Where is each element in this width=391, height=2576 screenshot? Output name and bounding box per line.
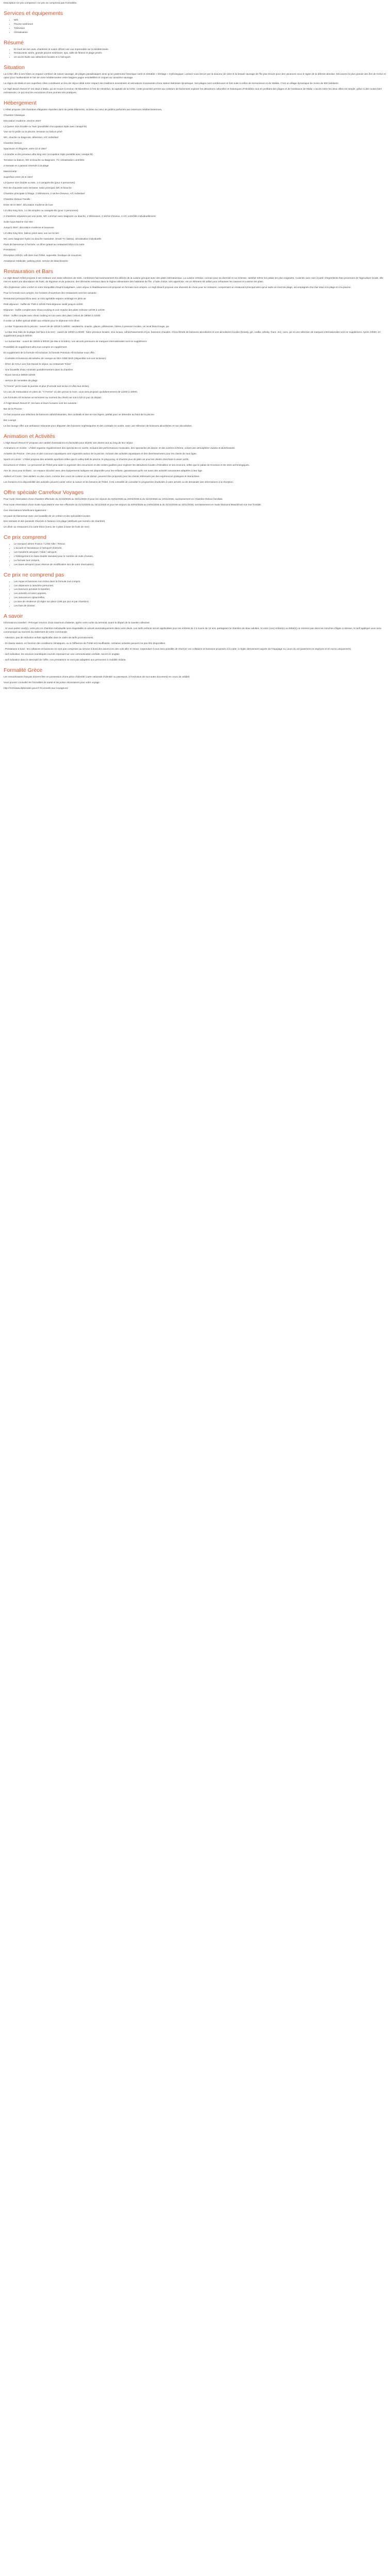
paragraph: - Si vous partez seul(s), votre prix en chambre individuelle sera réajustable et calculé automatiquement dans votre devis. Les tarifs enfants seront applicables pour les enfants de 2 à moins de 12 ans, partageant la chambre de deux adultes. Si votre (vos) enfant(s) ou bébé(s) ne rentrent pas dans les tranches d'âges ci-dessus, le tarif appliqué vous sera communiqué au moment du traitement de votre commande.	[4, 626, 381, 633]
section-title: Résumé	[4, 39, 24, 46]
paragraph: Ce bar propose une sélection de boissons rafraîchissantes, des cocktails et des en-cas légers, parfait pour se détendre au bord de la piscine.	[4, 413, 155, 416]
paragraph: Ateliers et Cours : Des ateliers ou des cours, comme des cours de cuisine ou de danse, peuvent être proposés pour les clients intéressés par des expériences pratiques et interactives.	[4, 474, 200, 478]
intro-tabs-text: Description Ce prix comprend / Ce prix ne comprend pas Formalités	[4, 2, 77, 4]
list-item: • En bord de mer avec chambres et suites offrant une vue imprenable sur la Méditerranée.	[14, 48, 387, 52]
section-title: Formalité Grèce	[4, 667, 43, 674]
paragraph: Pour toute réservation d'une chambre effectuée du 21/10/2025 au 16/11/2025 et pour les séjours du 02/04/2026 au 24/04/2026 & du 31/10/2026 au 10/11/2026, surclassement en Chambre Deluxe familiale.	[4, 497, 223, 500]
paragraph: Les horaires et la disponibilité des activités peuvent varier selon la saison et les besoins de l'hôtel. Il est conseillé de consulter le programme d'activités à votre arrivée ou de demander des informations à la réception.	[4, 480, 234, 483]
section-title: Ce prix ne comprend pas	[4, 571, 64, 578]
paragraph: Les ressortissants français doivent être en possession d'une pièce d'identité (carte nationale d'identité ou passeport, à l'exclusion de tout autre document) en cours de validité.	[4, 675, 190, 679]
section	[4, 613, 387, 662]
paragraph: - Le Bar Sea Side de la plage (sel face à la mer) : ouvert de 10h00 à 23h00 : bière pression locales, vins locaux, rafraîchissements et jus, boissons chaudes. Choix illimité de boissons alcoolisées et non alcoolisées locales (brandy, gin, vodka, whisky, rhum, vin), ouzo, jus et une sélection de marques internationales sont en supplément. Après 23h00, en supplément jusqu'à 00h30.	[4, 331, 381, 337]
section	[4, 572, 387, 608]
paragraph: http://XXXwww.diplomatie.gouv.fr fr/conseils-aux-voyageurs/	[4, 687, 68, 690]
paragraph: Jusqu'à 30m², décoration moderne et luxueuse	[4, 226, 54, 229]
paragraph: Pour la formule tout compris, les horaires d'ouverture des restaurants sont les suivants :	[4, 291, 98, 294]
list-item: • Restaurants variés, grande piscine extérieure, spa, salle de fitness et plage privée.	[14, 52, 387, 55]
section-title: Hébergement	[4, 99, 37, 106]
section-title: Services et équipements	[4, 10, 63, 16]
paragraph: Maisonnette :	[4, 170, 19, 173]
section	[4, 534, 387, 566]
paragraph: Déjeuner : buffet complet avec show cooking et coin snacks des plats Crétoise 12h30 à 14h30	[4, 308, 105, 311]
paragraph: - Attention, pas de réduction enfant applicable dans le cadre de tarifs promotionnels.	[4, 636, 94, 639]
section	[4, 667, 387, 690]
list-item: • Les transferts aéroport / hôtel / aéroport,	[14, 551, 387, 554]
paragraph: La Crète offre à ses hôtes un espace combiné de nature sauvage, de plages paradisiaques ainsi qu'un patrimoine historique varié et véritable « héritage » mythologique. Laissez-vous bercer par la douceur de vivre et la beauté sauvage de l'île plus Douze pour des vacances sous le signe de la détente absolue. Découvrez la plus grande des îles de Grèce et optez pour l'authenticité et l'art de vivre méditerranéen entre baignes pages ensoleillées et criques au caractère sauvage.	[4, 73, 386, 79]
paragraph: Réception 24h/24, wifi dans tout l'hôtel, superette, boutique de souvenirs	[4, 254, 82, 257]
paragraph: Terrasse ou balcon, WC & Douche ou Baignoire, TV, climatisation contrôlée	[4, 158, 85, 161]
paragraph: L'High Beach Resort 5* propose une variété d'animations et d'activités pour divertir ses clients tout au long de leur séjour :	[4, 441, 135, 444]
paragraph: Lit Ultra King Size, 1-2 lits simples ou canapés-lits (pour 4 personnes)	[4, 209, 78, 212]
paragraph: 2 transats et 1 parasol réservés à la plage	[4, 164, 49, 167]
list-item: • Les dépenses à caractère personnel,	[14, 584, 387, 588]
section	[4, 100, 387, 263]
page	[0, 0, 391, 703]
paragraph: Les formules All Inclusive se terminent au moment du check-out soit à 11h le jour du départ	[4, 396, 102, 399]
paragraph: - wof indication, les services touristiques tournés reposant sur une communication verbale, secret en anglais	[4, 653, 120, 656]
section	[4, 10, 387, 35]
paragraph: - Une bouteille d'eau minérale quotidiennement dans la chambre	[4, 368, 73, 371]
paragraph: Lit Ultra King Size, balcon privé avec vue sur la mer	[4, 231, 59, 234]
paragraph: Des transats et des parasols réservés à l'avance à la plage (attribués par numéro de chambre)	[4, 520, 105, 523]
list-item: • L'hébergement en base double standard pour le nombre de nuits choisies,	[14, 555, 387, 558]
paragraph: À l'High Beach Resort 5*, les bars et leurs horaires sont les suivants :	[4, 402, 78, 404]
bullet-list	[4, 19, 387, 35]
paragraph: L'Hôtel propose 128 chambres élégantes réparties dans de petits bâtiments, nichées au cœur de jardins parfumés aux essences méditerranéennes.	[4, 108, 162, 111]
paragraph: Vue sur le jardin ou la piscine, terrasse ou balcon privé	[4, 130, 62, 133]
list-item: • Wifi	[14, 19, 387, 22]
paragraph: Pack de bienvenue à l'arrivée, un dîner gratuit au restaurant Eliza à la carte	[4, 243, 85, 246]
section-title: Offre spéciale Carrefour Voyages	[4, 489, 84, 496]
list-item: • Les assurances optionnelles,	[14, 596, 387, 600]
paragraph: Excursions et Visites : Le personnel de l'hôtel peut aider à organiser des excursions et des visites guidées pour explorer les attractions locales d'Héraklion et ses environs, telles que le palais de Knossos et les sites archéologiques.	[4, 464, 250, 467]
paragraph: Rez-de-chaussée avec terrasse, salon principal, WC et Douche	[4, 187, 72, 190]
paragraph: Dîner : buffet complet avec show cooking et coin avec des plats Crétois de 19h00 à 21h30	[4, 314, 101, 317]
paragraph: Le bar lounge offre une ambiance relaxante pour déguster des boissons sophistiquées et des cocktails en soirée, avec une sélection de boissons alcoolisées et non alcoolisées.	[4, 424, 192, 427]
list-item: • Les activités et loisirs payants,	[14, 592, 387, 596]
list-item: • La taxe de résidence (à régler sur place (15€ par jour et par chambre)	[14, 600, 387, 604]
section	[4, 489, 387, 529]
paragraph: Spacieuse et élégante, entre 22 et 28m²	[4, 147, 47, 150]
section	[4, 64, 387, 95]
list-item: • Le transport aérien France / Crète Aller / Retour,	[14, 543, 387, 546]
paragraph: WC avec baignoire hydro ou douche massante, Smart TV, bateau, climatisation individuelle	[4, 237, 102, 240]
paragraph: La région de Malia et ses superbes côtes constituent un lieu de séjour idéal entre respect des traditions ancestrales et animations incessantes d'une station balnéaire dynamique. Ses plages sont nombreuses et font suite à celles de Hersonissos et de Stalida. C'est un village dynamique de moins de 650 habitants.	[4, 82, 339, 85]
paragraph: Chambre Deluxe :	[4, 142, 23, 145]
paragraph: Suite Aqua Marine Vue Mer :	[4, 220, 35, 223]
paragraph: Superficie entre 26 et 33m²	[4, 175, 33, 178]
list-item: • Les repas et boissons non inclus dans la formule tout compris,	[14, 580, 387, 584]
paragraph: - En basse saison, en fonction des conditions climatiques, ou si l'affluence de l'hôtel est insuffisante, certaines activités peuvent ne pas être disponibles.	[4, 641, 166, 645]
paragraph: Chambre Deluxe Famille :	[4, 198, 32, 201]
paragraph: Le High Beach Hôtel propose à ses visiteurs une vaste sélection de mets, combinant harmonieusement les délices de la cuisine grecque avec des plats internationaux. La cuisine crétoise, connue pour sa diversité et sa richesse, satisfait même les palais les plus exigeants. Cuisinée avec soin à partir d'ingrédients frais provenant de l'agriculture locale, elle met en avant une abondance de fruits, de légumes et de poissons, des éléments centraux dans le régime alimentaire des habitants de l'île. L'huile d'olive, très appréciée, est un élément clé utilisé pour rehausser les saveurs et cuisiner les plats.	[4, 277, 384, 283]
paragraph: Ces réservations bénéficient également :	[4, 509, 47, 512]
section-title: Situation	[4, 64, 25, 71]
paragraph: Vous pouvez consulter les formalités de santé et de police nécessaires pour votre voyage :	[4, 681, 101, 684]
paragraph: 2 chambres séparées par une porte, WC commun avec baignoire ou douche, 2 télévisions, 2 sèche-cheveux, 2 A/C contrôlés individuellement	[4, 215, 156, 217]
paragraph: Afin d'optimiser votre confort et votre tranquillité d'esprit budgétaire, votre séjour à l'établissement est proposé en formule tout compris. Le High Beach propose une diversité de choix pour se restaurer, comprenant un restaurant principal ainsi qu'un autre en bord de plage, accompagnés d'un bar situé à la plage et à la piscine.	[4, 285, 351, 289]
section	[4, 268, 387, 428]
paragraph: Lit Queen Size Double ou Twin (possibilité d'occupation triple avec canapé-lit)	[4, 125, 87, 128]
paragraph: Prestations :	[4, 248, 18, 251]
paragraph: Informations transfert : Prévoyez environ 1h15 maximum d'attente, après votre sortie du terminal, avant le départ de la navette collective.	[4, 621, 150, 624]
paragraph: - Prestations à bord : les collations et boissons ne sont pas comprises au service à bord des avions lors des vols aller et retour. Cependant il vous sera possible de réserver vos collations et boissons proposés à la carte, à régler directement auprès de l'équipage ou cours du vol (paiement en espèces et en euros uniquement).	[4, 647, 352, 650]
paragraph: - Service de serviettes de plage	[4, 379, 38, 382]
section	[4, 40, 387, 60]
paragraph: "V Ferme" pizze toute la journée et plus (Formule tout inclus et Ultra tout inclus).	[4, 385, 90, 388]
list-item: • Les boissons pendant le transfert,	[14, 588, 387, 591]
section-title: Ce prix comprend	[4, 534, 46, 541]
paragraph: Sports et Loisirs : L'hôtel propose des activités sportives telles que le volley-ball de piscine, le ping-pong, et d'autres jeux de plein air pour les clients cherchant à rester actifs.	[4, 458, 189, 461]
paragraph: Assistance médicale, parking privé, service de blanchisserie	[4, 260, 68, 263]
list-item: • Climatisation	[14, 31, 387, 35]
paragraph: Lit Queen size double ou twin, 1-2 canapés-lits (pour 4 personnes)	[4, 181, 75, 184]
paragraph: Restaurant principal Eliza avec un très agréable espace ombragé en plein air	[4, 297, 86, 300]
paragraph: Bar de la Piscine :	[4, 407, 23, 410]
list-item: • Les frais de dossier.	[14, 604, 387, 608]
paragraph: Un pack de bienvenue avec une bouteille de vin crétois et des spécialités locales	[4, 514, 90, 517]
paragraph: Activités de Piscine : Des jeux et des concours aquatiques sont organisés autour de la piscine, incluant des activités aquatiques et des divertissements pour les clients de tous âges.	[4, 452, 197, 455]
section-title: Animation et Activités	[4, 433, 55, 439]
bullet-list	[4, 48, 387, 60]
paragraph: Lit double ou lits jumeaux ultra king size (occupation triple possible avec canapé-lit)	[4, 153, 93, 156]
bullet-list	[4, 580, 387, 608]
list-item: • Un accès facile aux attractions locales et à l'aéroport.	[14, 56, 387, 59]
paragraph: - Cocktails et boissons alcoolisées de marque au SEA SIDE BAR (disponible noir-voir inclusion)	[4, 357, 106, 360]
paragraph: Possibilité de supplément ultra tout compris en supplément.	[4, 345, 68, 348]
paragraph: Chambre principale à l'étage, 2 télévisions, 2 sèche-cheveux, A/C individuel	[4, 192, 85, 195]
paragraph: Petit-déjeuner : buffet de 7h00 à 10h30 Petit-déjeuner tardif jusqu'à 11h00	[4, 302, 83, 306]
section-title: Restauration et Bars	[4, 268, 53, 275]
paragraph: - Le Bar Tropicana de la piscine : ouvert de de 10h30 à 18h00 : sandwichs, snacks, glaces, pâtisseries, bières à pression locales, vin local blanc/rouge, jus	[4, 325, 169, 328]
paragraph: Le High Beach Resort 5* est situé à Malia, qui se trouve à environ 35 kilomètres à l'est de Héraklion, la capitale de la Crète. Cette proximité permet aux visiteurs de facilement explorer les attractions culturelles et historiques d'Héraklion tout en profitant des plages et de l'ambiance de Malia. L'accès entre les deux villes est simple, grâce à des routes bien entretenues, ce qui rend les excursions d'une journée très pratiques.	[4, 87, 382, 94]
paragraph: - Room Service 08h00-22h00	[4, 374, 36, 377]
list-item: • Télévision	[14, 27, 387, 30]
paragraph: - Dîner de GALA une fois Durant le séjour, au restaurant "Eliza"	[4, 362, 72, 365]
paragraph: Entre 30 et 38m², décoration moderne de luxe	[4, 204, 53, 207]
list-item: • Piscine extérieure	[14, 23, 387, 26]
paragraph: Chambre Classique :	[4, 113, 26, 116]
paragraph: Un dîner au restaurant à la carte Eliza (menu de 3 plats à base de fruits de mer)	[4, 526, 89, 529]
paragraph: - wof indication dans le descriptif de l'offre, nos prestations ne sont pas adaptées aux personnes à mobilité réduite.	[4, 658, 126, 662]
list-item: • La formule tout compris,	[14, 559, 387, 563]
section-title: A savoir	[4, 613, 23, 619]
paragraph: Animations en Soirée : L'hôtel organise régulièrement des spectacles en soirée, incluant des performances musicales, des spectacles de danse, et des soirées à thème, créant une atmosphère vivante et divertissante.	[4, 447, 236, 450]
paragraph: Il existe un buffet spécial dédié aux enfants pour le déjeuner et le dîner.	[4, 319, 80, 323]
paragraph: Pour toute réservation d'une Suite Aqua Marine vue mer effectuée du 21/10/2025 au 16/11/2025 et pour les séjours du 02/04/2026 au 24/04/2026 & du 31/10/2026 au 10/11/2026, surclassement en Suite Diamond Beachfront vue mer frontale.	[4, 503, 262, 506]
paragraph: Aire de Jeux pour Enfants : Un espace sécurisé avec des équipements ludiques est disponible pour les enfants, garantissant qu'ils ont aussi des activités amusantes adaptées à leur âge.	[4, 469, 203, 472]
paragraph: Décoration moderne, environ 20m²	[4, 119, 41, 122]
list-item: • L'accueil et l'assistance à l'aéroport d'arrivée,	[14, 547, 387, 550]
content	[4, 10, 387, 690]
list-item: • Les taxes aéroport (sous réserve de modification lors de votre réservation).	[14, 563, 387, 567]
paragraph: Un coin de restauration en plein air, "V Ferme" où des pizzas & more, vous sera proposé quotidiennement de 11h00 à 18h00.	[4, 391, 138, 394]
section	[4, 433, 387, 484]
paragraph: - Le Sunset Bar : ouvert de 18h00 à 00h30 (de Mai à Octobre). Les alcools premiums de marques internationales sont en supplément	[4, 340, 146, 343]
paragraph: Bar Lounge :	[4, 418, 18, 421]
bullet-list	[4, 543, 387, 566]
paragraph: En supplément de la formule All Inclusive, la formule Premium All Inclusive vous offre :	[4, 351, 96, 354]
paragraph: WC, douche ou baignoire, télévision, A/C individuel	[4, 136, 59, 139]
